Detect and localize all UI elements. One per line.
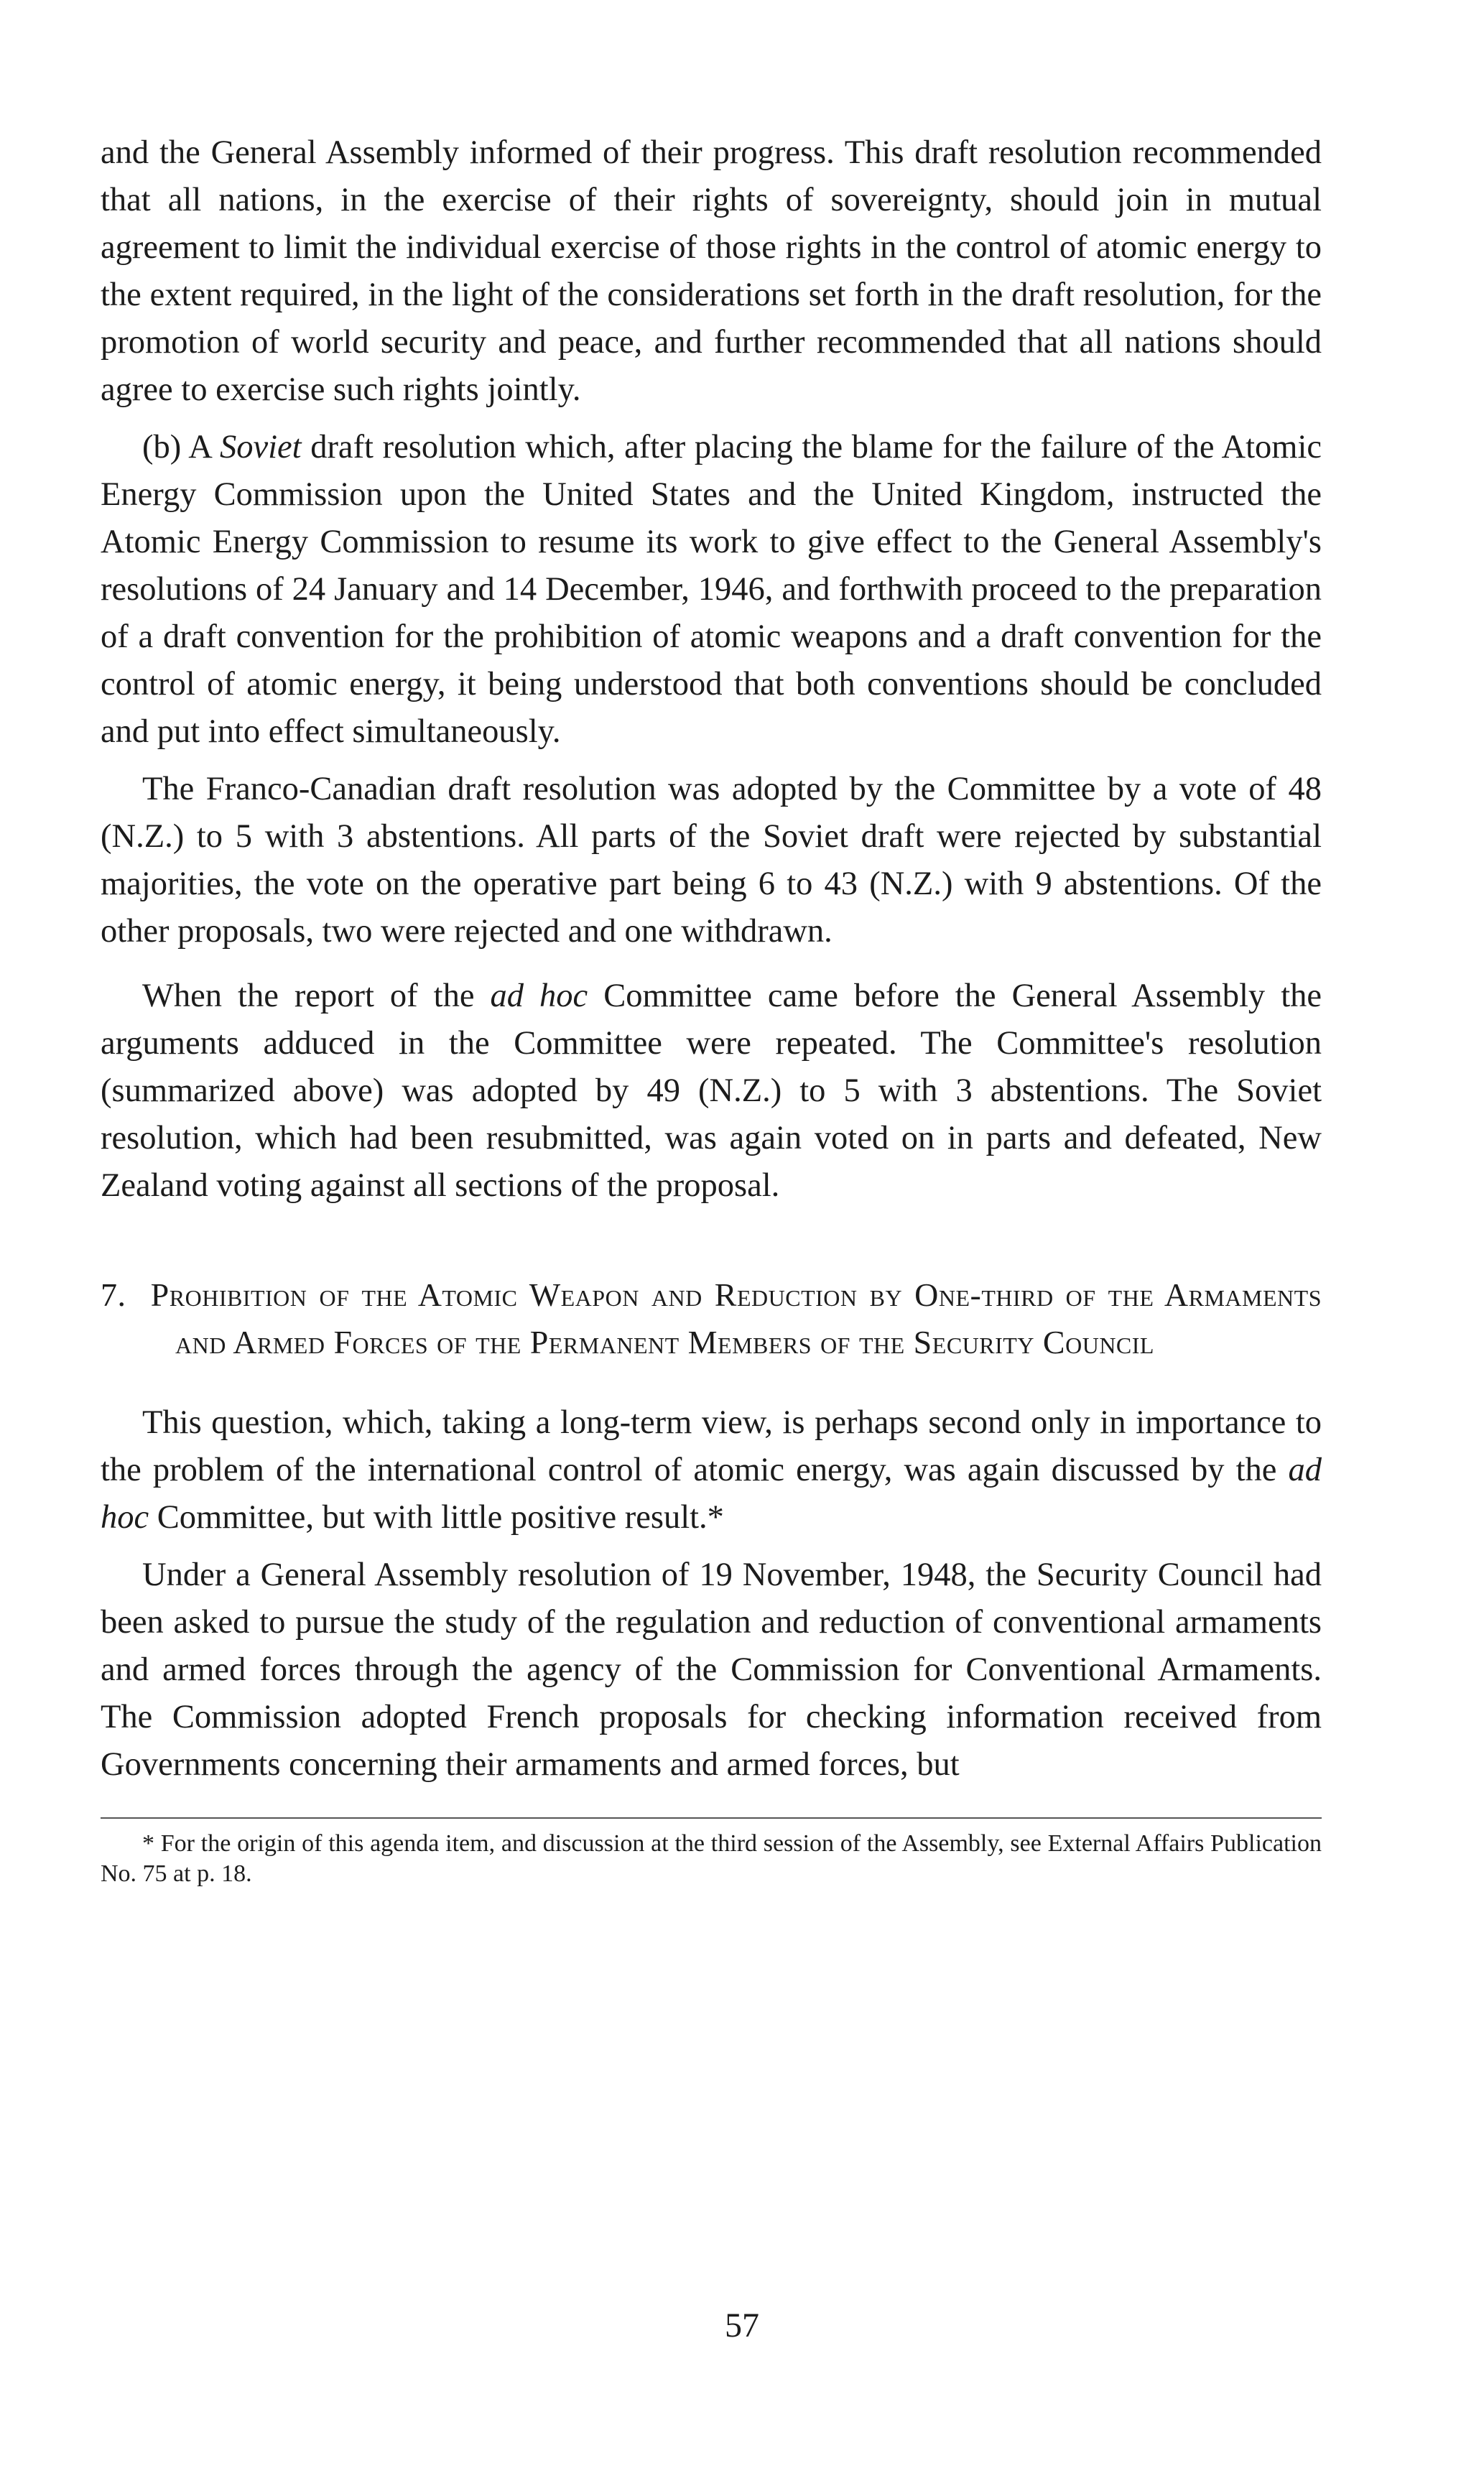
paragraph-question-before: This question, which, taking a long-term view, is perhaps second only in importance to the problem of the international control of atomic energy, was again discussed by the xyxy=(101,1404,1322,1488)
paragraph-vote: The Franco-Canadian draft resolution was adopted by the Committee by a vote of 48 (N.Z.) to 5 with 3 abstentions. All parts of the Soviet draft were rejected by substantial majorities, the vote on the operative part being 6 to 43 (N.Z.) with 9 abstentions. Of the other proposals, two were rejected and one withdrawn. xyxy=(101,771,1322,950)
section-title: Prohibition of the Atomic Weapon and Reduction by One-third of the Armaments and Armed Forces of the Permanent Members of the Security Council xyxy=(150,1276,1322,1360)
paragraph-continued: and the General Assembly informed of their progress. This draft resolution recommended that all nations, in the exercise of their rights of sovereignty, should join in mutual agreement to limit the individual exercise of those rights in the control of atomic energy to the extent required, in the light of the considerations set forth in the draft resolution, for the promotion of world security and peace, and further recommended that all nations should agree to exercise such rights jointly. xyxy=(101,134,1322,408)
paragraph-report-italic: ad hoc xyxy=(490,978,588,1014)
paragraph-question-after: Committee, but with little positive result.* xyxy=(149,1499,724,1536)
paragraph-report-before: When the report of the xyxy=(142,978,491,1014)
paragraph-question-italic: ad hoc xyxy=(101,1452,1322,1536)
page-body xyxy=(101,129,1322,1889)
paragraph-b-label: (b) A xyxy=(142,429,220,465)
section-heading xyxy=(101,1271,1322,1366)
footnote: * For the origin of this agenda item, and discussion at the third session of the Assembly, see External Affairs Publication No. 75 at p. 18. xyxy=(101,1830,1322,1887)
paragraph-report xyxy=(101,973,1322,1210)
paragraph-b-text: draft resolution which, after placing the blame for the failure of the Atomic Energy Commission upon the United States and the United Kingdom, instructed the Atomic Energy Commission to resume its work to give effect to the General Assembly's resolutions of 24 January and 14 December, 1946, and forthwith proceed to the preparation of a draft convention for the prohibition of atomic weapons and a draft convention for the control of atomic energy, it being understood that both conventions should be concluded and put into effect simultaneously. xyxy=(101,429,1322,750)
paragraph-report-after: Committee came before the General Assembly the arguments adduced in the Committee were repeated. The Committee's resolution (summarized above) was adopted by 49 (N.Z.) to 5 with 3 abstentions. The Soviet resolution, which had been resubmitted, was again voted on in parts and defeated, New Zealand voting against all sections of the proposal. xyxy=(101,978,1322,1204)
paragraph-question xyxy=(101,1399,1322,1541)
paragraph-b-italic: Soviet xyxy=(219,429,302,465)
page-number: 57 xyxy=(725,2306,759,2345)
paragraph-b-soviet-resolution xyxy=(101,424,1322,756)
footnote-divider xyxy=(101,1817,1322,1819)
section-number: 7. xyxy=(101,1276,126,1313)
paragraph-under: Under a General Assembly resolution of 19 November, 1948, the Security Council had been asked to pursue the study of the regulation and reduction of conventional armaments and armed forces through the agency of the Commission for Conventional Armaments. The Commission adopted French proposals for checking information received from Governments concerning their armaments and armed forces, but xyxy=(101,1557,1322,1783)
